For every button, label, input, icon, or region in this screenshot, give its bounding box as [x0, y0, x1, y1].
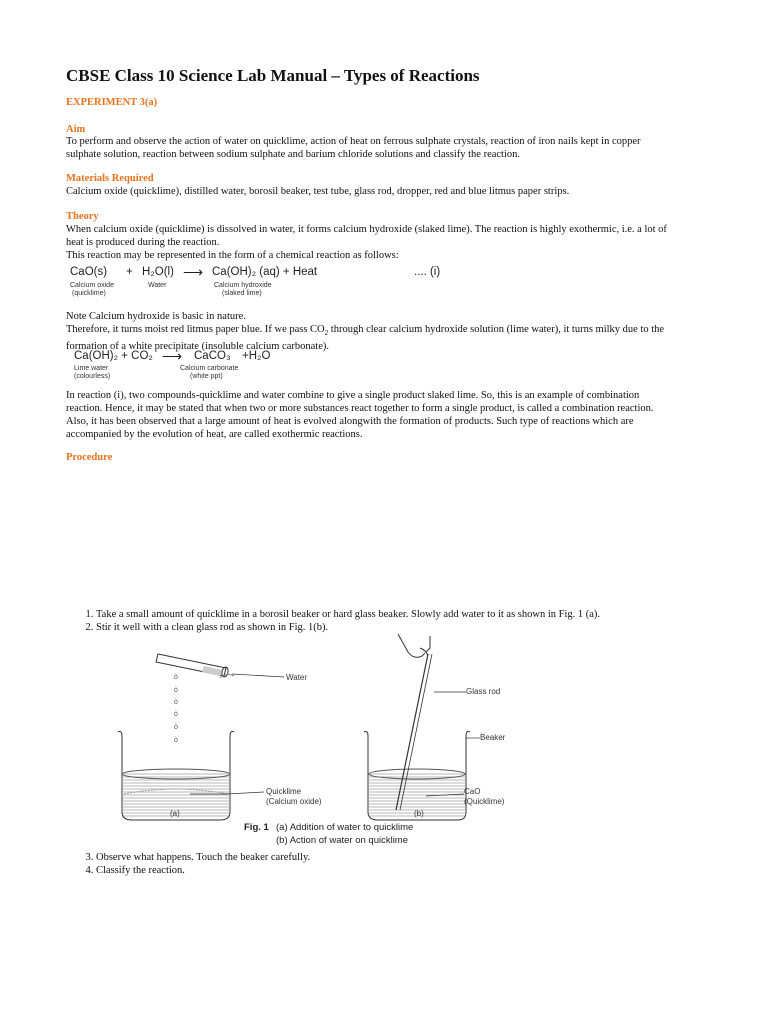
svg-text:ò: ò	[174, 687, 178, 694]
eq1-reactant-cao: CaO(s)	[70, 266, 108, 278]
page-title: CBSE Class 10 Science Lab Manual – Types of Reactions	[66, 66, 480, 85]
aim-text	[66, 135, 706, 161]
aim-heading: Aim	[66, 124, 86, 135]
svg-text:ò: ò	[174, 711, 178, 718]
list-item: 3. Observe what happens. Touch the beaker carefully.	[96, 851, 716, 864]
eq1-number: .... (i)	[414, 266, 441, 278]
note-line-part: through clear calcium hydroxide solution (lime water), it turns milky due to the	[328, 324, 665, 335]
note-line	[66, 323, 706, 340]
reaction-text	[66, 389, 706, 441]
eq1-label-water: Water	[148, 282, 167, 289]
eq1-label-cao-2: (quicklime)	[72, 290, 106, 297]
list-item: 2. Stir it well with a clean glass rod as shown in Fig. 1(b).	[96, 621, 716, 634]
reaction-line: accompanied by the evolution of heat, are called exothermic reactions.	[66, 429, 363, 440]
procedure-steps-b	[66, 851, 716, 877]
caption-fig: Fig. 1	[244, 822, 269, 833]
eq2-label-left-2: (colourless)	[74, 373, 111, 380]
procedure-heading: Procedure	[66, 452, 113, 463]
label-water: Water	[286, 673, 308, 682]
theory-line: This reaction may be represented in the form of a chemical reaction as follows:	[66, 250, 399, 261]
reaction-line: reaction. Hence, it may be stated that when two or more substances react together to form a single product, is called a combination reaction.	[66, 403, 654, 414]
eq2-label-mid-2: (white ppt)	[190, 373, 223, 380]
label-quicklime: Quicklime	[266, 787, 302, 796]
aim-line: To perform and observe the action of water on quicklime, action of heat on ferrous sulphate crystals, reaction of iron nails kept in copper	[66, 136, 641, 147]
label-cao: CaO	[464, 787, 481, 796]
figure-background	[108, 634, 480, 850]
svg-text:ò: ò	[174, 737, 178, 744]
experiment-heading: EXPERIMENT 3(a)	[66, 97, 158, 108]
eq1-label-product-2: (slaked lime)	[222, 290, 262, 297]
materials-heading: Materials Required	[66, 173, 154, 184]
label-quicklime-b: (Quicklime)	[464, 797, 505, 806]
note-text	[66, 310, 706, 353]
equation-2	[66, 348, 326, 384]
eq2-water: +H₂O	[242, 350, 271, 362]
note-line: formation of a white precipitate (insoluble calcium carbonate).	[66, 341, 329, 353]
svg-text:ò: ò	[174, 674, 178, 681]
label-b: (b)	[414, 809, 424, 818]
label-beaker: Beaker	[480, 733, 506, 742]
svg-text:ò: ò	[174, 724, 178, 731]
figure-1	[108, 634, 506, 850]
eq2-arrow: ⟶	[162, 348, 183, 364]
list-item: 1. Take a small amount of quicklime in a borosil beaker or hard glass beaker. Slowly add water to it as shown in Fig. 1 (a).	[96, 608, 716, 621]
note-line: Note Calcium hydroxide is basic in nature.	[66, 311, 246, 322]
eq1-reactant-water: H₂O(l)	[142, 266, 174, 278]
reaction-line: Also, it has been observed that a large amount of heat is evolved alongwith the formation of products. Such type of reactions which are	[66, 416, 634, 427]
procedure-steps-a	[66, 608, 716, 634]
eq1-arrow: ⟶	[183, 264, 204, 280]
label-a: (a)	[170, 809, 180, 818]
eq1-label-product: Calcium hydroxide	[214, 282, 272, 289]
theory-heading: Theory	[66, 211, 99, 222]
aim-line: sulphate solution, reaction between sodium sulphate and barium chloride solutions and classify the reaction.	[66, 149, 521, 160]
materials-text: Calcium oxide (quicklime), distilled water, borosil beaker, test tube, glass rod, dropper, red and blue litmus paper strips.	[66, 186, 570, 197]
list-item: 4. Classify the reaction.	[96, 864, 716, 877]
equation-1	[66, 262, 456, 306]
theory-line: heat is produced during the reaction.	[66, 237, 220, 248]
eq2-reactants: Ca(OH)₂ + CO₂	[74, 350, 153, 362]
eq1-plus: +	[126, 266, 133, 278]
subscript: 2	[324, 329, 329, 338]
eq1-product: Ca(OH)₂ (aq) + Heat	[212, 266, 318, 278]
reaction-line: In reaction (i), two compounds-quicklime and water combine to give a single product slaked lime. So, this is an example of combination	[66, 390, 640, 401]
caption-b: (b) Action of water on quicklime	[276, 835, 409, 846]
eq1-label-cao: Calcium oxide	[70, 282, 114, 289]
eq2-label-left: Lime water	[74, 365, 109, 372]
note-line-part: Therefore, it turns moist red litmus paper blue. If we pass CO	[66, 324, 325, 335]
eq2-caco3: CaCO₃	[194, 350, 231, 362]
caption-a: (a) Addition of water to quicklime	[276, 822, 414, 833]
label-calcium-oxide: (Calcium oxide)	[266, 797, 322, 806]
theory-text	[66, 223, 706, 262]
theory-line: When calcium oxide (quicklime) is dissolved in water, it forms calcium hydroxide (slaked lime). The reaction is highly exothermic, i.e. a lot of	[66, 224, 667, 235]
eq2-label-mid: Calcium carbonate	[180, 365, 239, 372]
label-glass-rod: Glass rod	[466, 687, 501, 696]
svg-text:ò: ò	[174, 699, 178, 706]
